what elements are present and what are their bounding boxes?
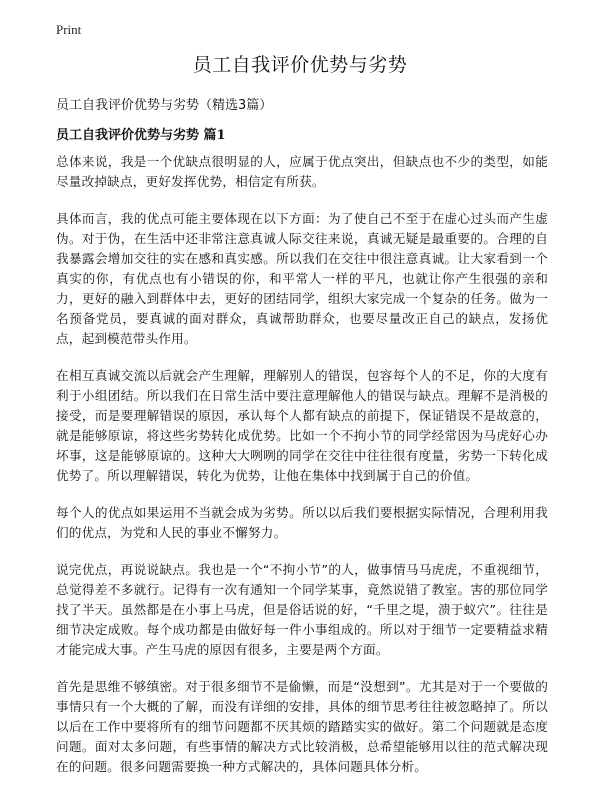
paragraph-2: 具体而言，我的优点可能主要体现在以下方面：为了使自己不至于在虚心过头而产生虚伪。对于伪，在生活中还非常注意真诚人际交往来说，真诚无疑是最重要的。合理的自我暴露会增加交往的实在感和真实感。所以我们在交往中很注意真诚。让大家看到一个真实的你，有优点也有小错误的你，和平常人一样的平凡，也就让你产生很强的亲和力，更好的融入到群体中去，更好的团结同学，组织大家完成一个复杂的任务。做为一名预备党员，要真诚的面对群众，真诚帮助群众，也要尽量改正自己的缺点，发扬优点，起到模范带头作用。 <box>56 211 548 346</box>
page-title: 员工自我评价优势与劣势 <box>192 54 408 76</box>
section-heading: 员工自我评价优势与劣势 篇1 <box>56 128 226 143</box>
paragraph-6: 首先是思维不够缜密。对于很多细节不是偷懒，而是“没想到”。尤其是对于一个要做的事情只有一个大概的了解，而没有详细的安排，具体的细节思考往往被忽略掉了。所以以后在工作中要将所有的细节问题都不厌其烦的踏踏实实的做好。第二个问题就是态度问题。面对太多问题，有些事情的解决方式比较消极，总希望能够用以往的范式解决现在的问题。很多问题需要换一种方式解决的，具体问题具体分析。 <box>56 679 548 774</box>
print-link[interactable]: Print <box>56 22 82 37</box>
document-subtitle: 员工自我评价优势与劣势（精选3篇） <box>56 98 273 113</box>
paragraph-5: 说完优点，再说说缺点。我也是一个“不拘小节”的人，做事情马马虎虎，不重视细节，总觉得差不多就行。记得有一次有通知一个同学某事，竟然说错了教室。害的那位同学找了半天。虽然都是在小事上马虎，但是俗话说的好，“千里之堤，溃于蚁穴”。往往是细节决定成败。每个成功都是由做好每一件小事组成的。所以对于细节一定要精益求精才能完成大事。产生马虎的原因有很多，主要是两个方面。 <box>56 562 548 657</box>
paragraph-4: 每个人的优点如果运用不当就会成为劣势。所以以后我们要根据实际情况，合理利用我们的优点，为党和人民的事业不懈努力。 <box>56 505 548 540</box>
paragraph-3: 在相互真诚交流以后就会产生理解，理解别人的错误，包容每个人的不足，你的大度有利于小组团结。所以我们在日常生活中要注意理解他人的错误与缺点。理解不是消极的接受，而是要理解错误的原因，承认每个人都有缺点的前提下，保证错误不是故意的，就是能够原谅，将这些劣势转化成优势。比如一个不拘小节的同学经常因为马虎好心办坏事，这是能够原谅的。这种大大咧咧的同学在交往中往往很有度量，劣势一下转化成优势了。所以理解错误，转化为优势，让他在集体中找到属于自己的价值。 <box>56 368 548 483</box>
paragraph-1: 总体来说，我是一个优缺点很明显的人，应属于优点突出，但缺点也不少的类型，如能尽量改掉缺点，更好发挥优势，相信定有所获。 <box>56 154 548 189</box>
article-body <box>56 152 548 794</box>
